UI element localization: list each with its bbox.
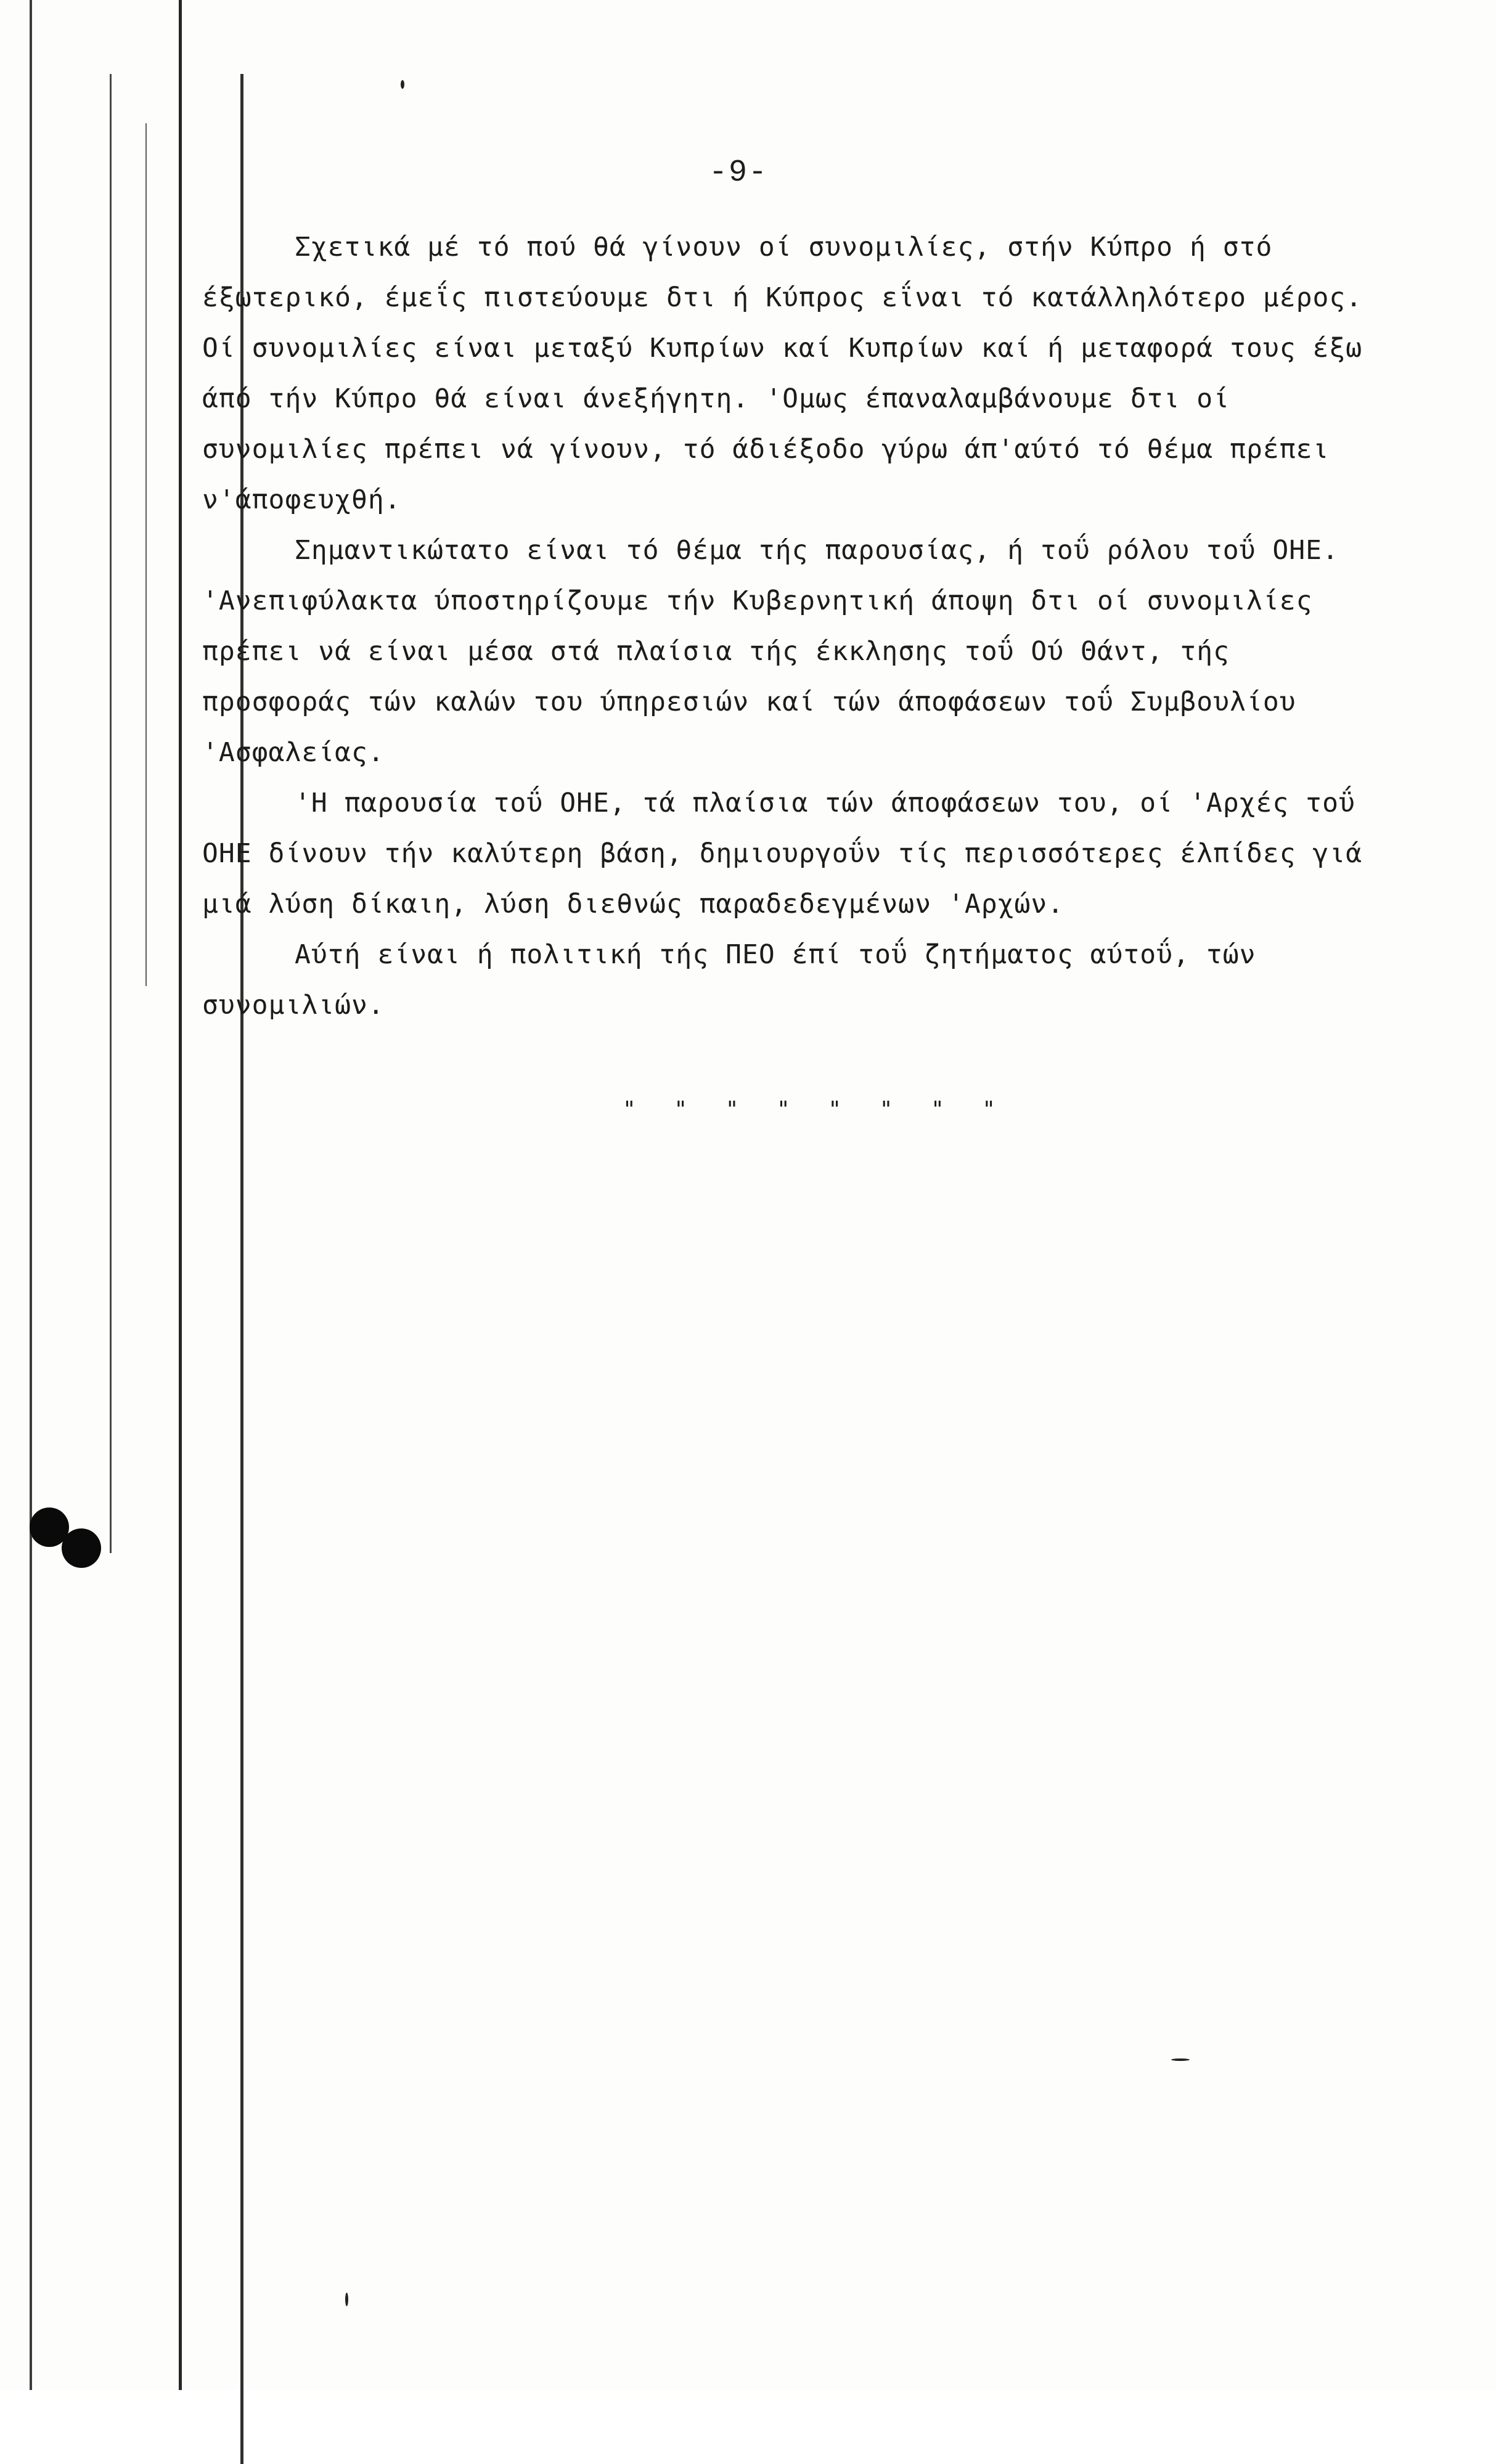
binding-edge-line	[110, 74, 112, 1553]
page-number: -9-	[709, 155, 769, 190]
paragraph: Αύτή είναι ή πολιτική τής ΠΕΟ έπί τοΰ ζητήματος αύτοΰ, τών συνομιλιών.	[202, 939, 1273, 1021]
paragraph: Σχετικά μέ τό πού θά γίνουν οί συνομιλίες, στήν Κύπρο ή στό έξωτερικό, έμεΐς πιστεύουμε δτι ή Κύπρος εΐναι τό κατάλληλότερο μέρος. Οί συνομιλίες είναι μεταξύ Κυπρίων καί Κυπρίων καί ή μεταφορά τους έξω άπό τήν Κύπρο θά είναι άνεξήγητη. 'Ομως έπαναλαμβάνουμε δτι οί συνομιλίες πρέπει νά γίνουν, τό άδιέξοδο γύρω άπ'αύτό τό θέμα πρέπει ν'άποφευχθή.	[202, 232, 1380, 515]
scan-speck	[401, 80, 404, 89]
binding-edge-line	[30, 0, 32, 2390]
binding-edge-line	[179, 0, 182, 2390]
paragraph: 'Η παρουσία τοΰ ΟΗΕ, τά πλαίσια τών άποφάσεων του, οί 'Αρχές τοΰ ΟΗΕ δίνουν τήν καλύτερη βάση, δημιουργοΰν τίς περισσότερες έλπίδες γιά μιά λύση δίκαιη, λύση διεθνώς παραδεδεγμένων 'Αρχών.	[202, 788, 1380, 920]
binding-edge-line	[145, 123, 147, 986]
scan-speck	[345, 2293, 348, 2306]
end-of-section-marks: " " " " " " " "	[623, 1097, 1008, 1122]
paragraph: Σημαντικώτατο είναι τό θέμα τής παρουσίας, ή τοΰ ρόλου τοΰ ΟΗΕ. 'Ανεπιφύλακτα ύποστηρίζουμε τήν Κυβερνητική άποψη δτι οί συνομιλίες πρέπει νά είναι μέσα στά πλαίσια τής έκκλησης τοΰ Ού Θάντ, τής προσφοράς τών καλών του ύπηρεσιών καί τών άποφάσεων τοΰ Συμβουλίου 'Ασφαλείας.	[202, 535, 1355, 768]
punch-hole	[62, 1528, 101, 1568]
scan-speck	[1171, 2058, 1190, 2061]
document-body	[202, 222, 1386, 1030]
